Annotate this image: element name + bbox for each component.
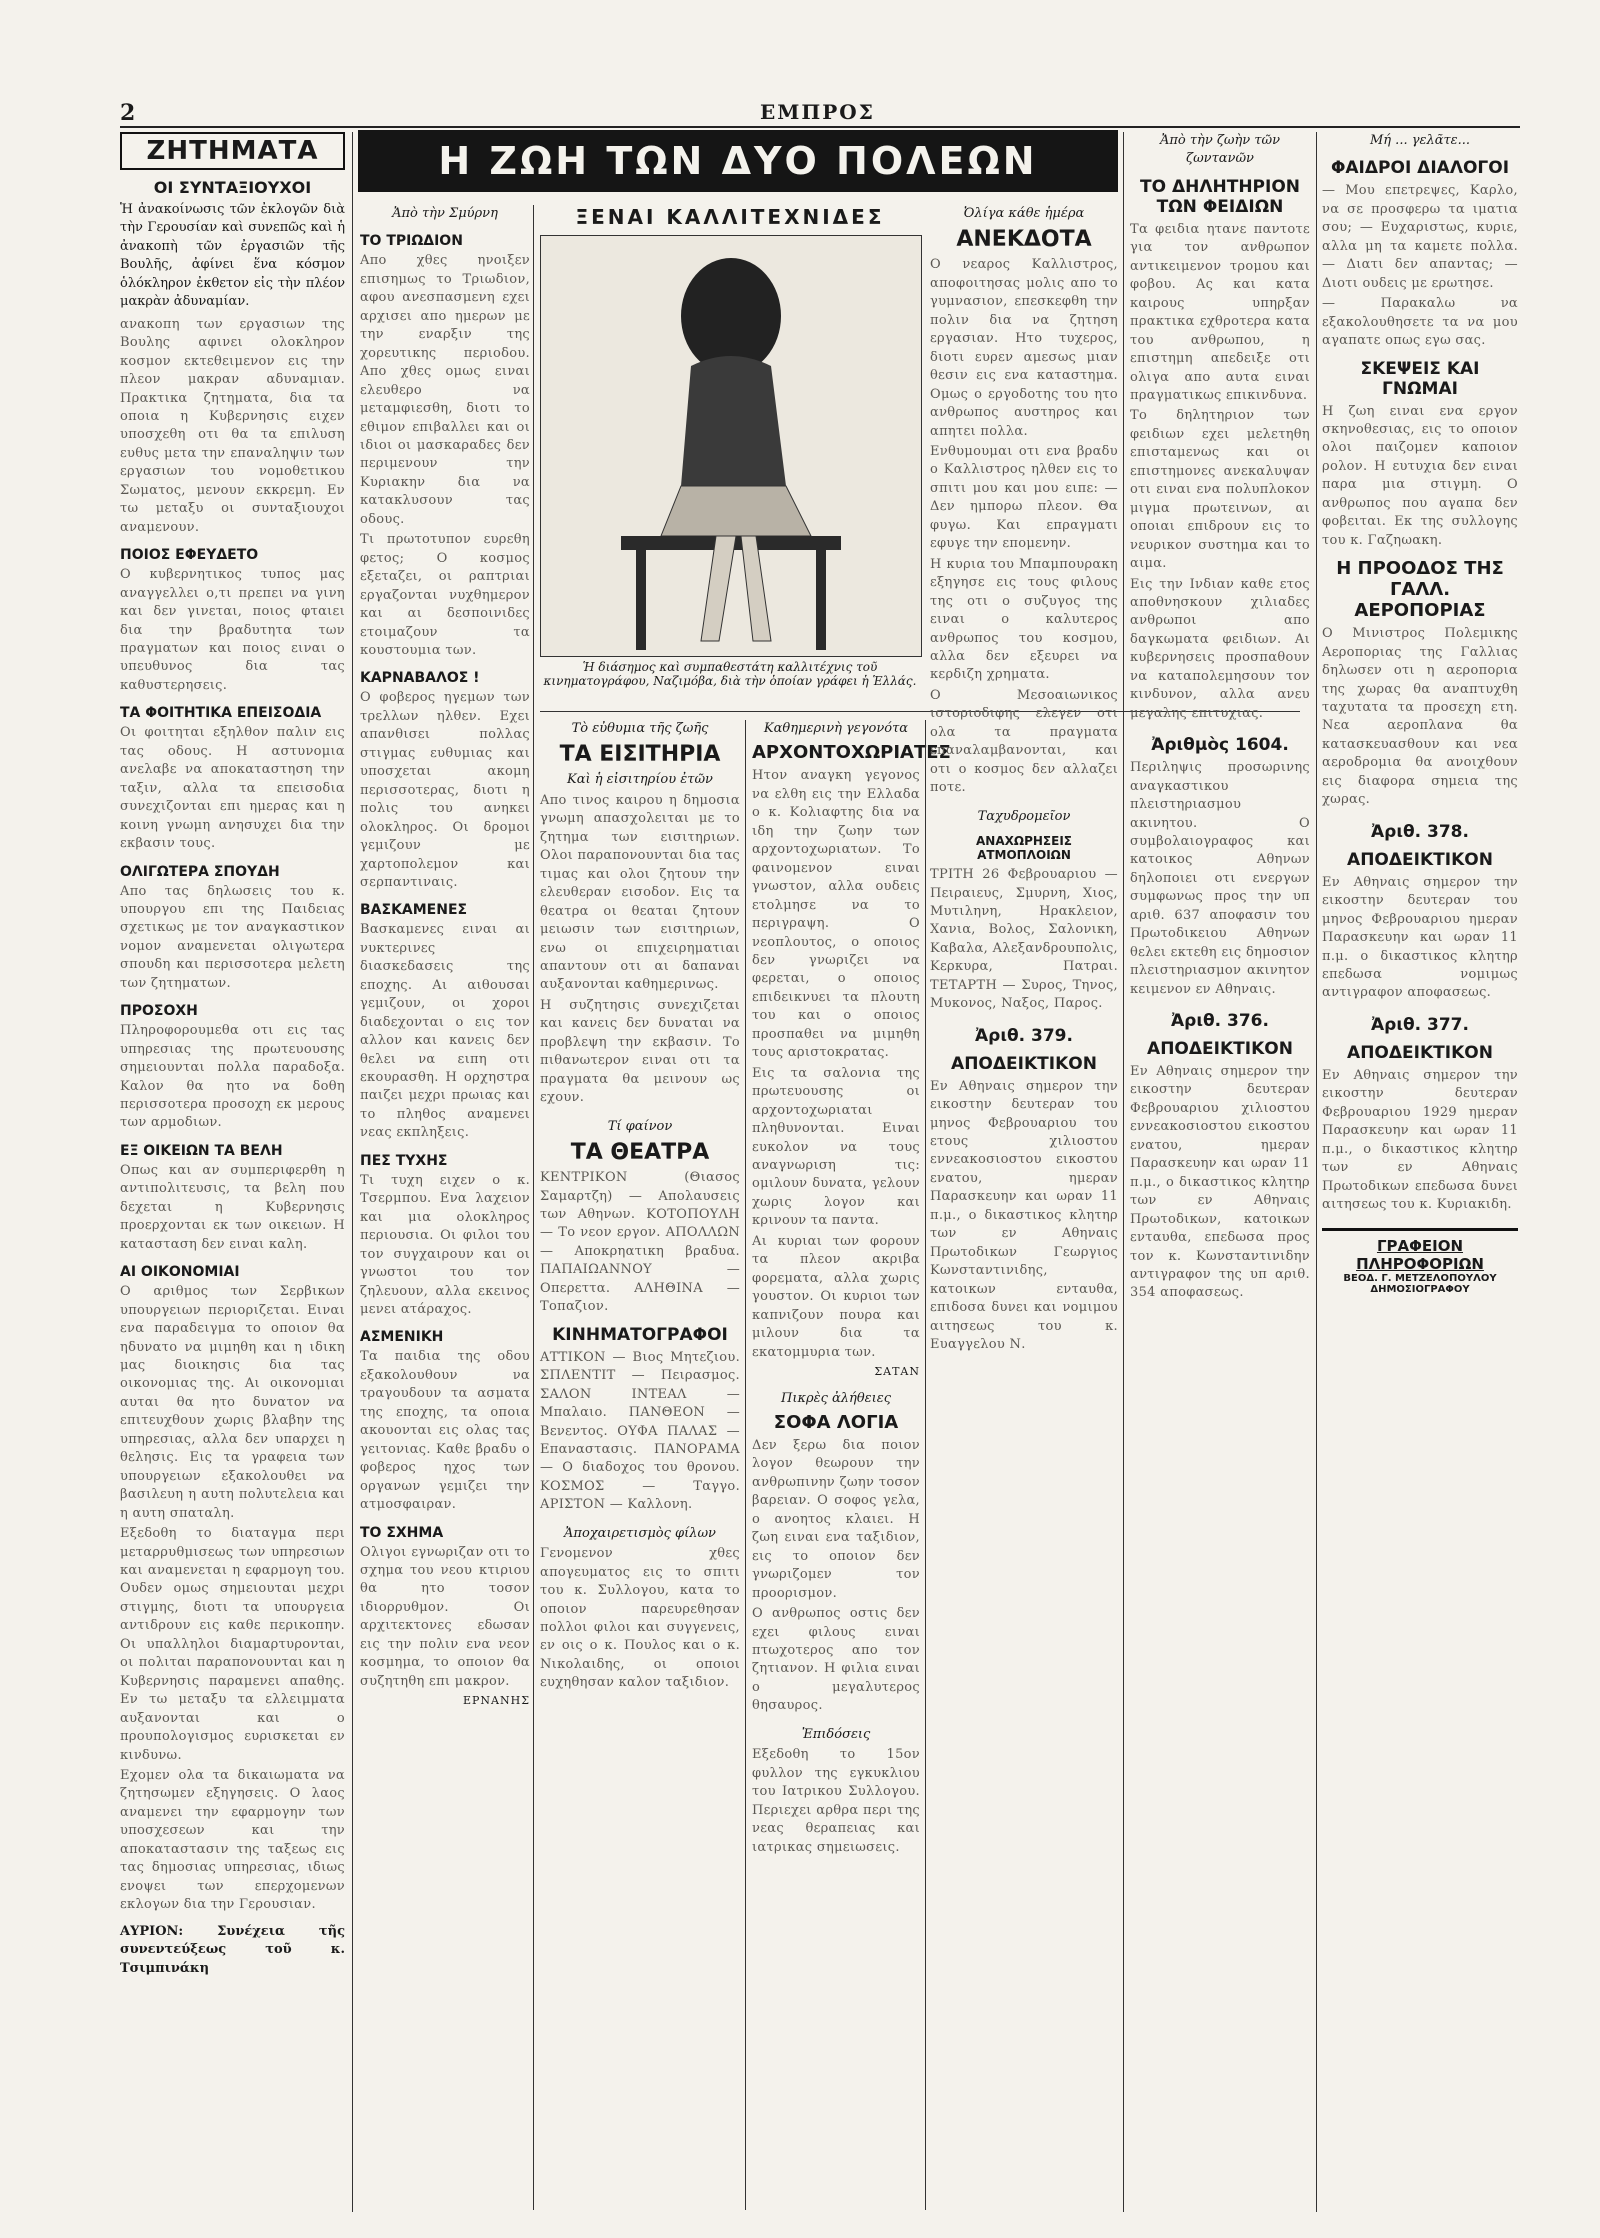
- body-filler: Πληροφορουμεθα οτι εις τας υπηρεσιας της πρωτευουσης σημειουνται πολλα παραδοξα. Καλον θα ητο να δοθη περισσοτερα προσοχη εκ μερους των αρμοδιων.: [120, 1023, 345, 1131]
- section-banner: [358, 130, 1118, 192]
- article-title: ΑΣΜΕΝΙΚΗ: [360, 1329, 444, 1346]
- body-filler: Γενομενον χθες απογευματος εις το σπιτι του κ. Συλλογου, κατα το οποιον παρευρεθησαν πολλοι φιλοι και συγγενεις, εν οις ο κ. Πουλος και ο κ. Νικολαιδης, οι οποιοι ευχηθησαν καλον ταξιδιον.: [540, 1546, 740, 1691]
- body-filler: ΑΤΤΙΚΟΝ — Βιος Μητεζιου. ΣΠΛΕΝΤΙΤ — Πειρασμος. ΣΑΛΟΝ ΙΝΤΕΑΛ — Μπαλαιο. ΠΑΝΘΕΟΝ — Βενεντος. ΟΥΦΑ ΠΑΛΑΣ — Επαναστασις. ΠΑΝΟΡΑΜΑ — Ο διαδοχος του θρονου. ΚΟΣΜΟΣ — Ταγγο. ΑΡΙΣΤΟΝ — Καλλονη.: [540, 1349, 740, 1513]
- ad-title: ΓΡΑΦΕΙΟΝ ΠΛΗΡΟΦΟΡΙΩΝ: [1356, 1237, 1484, 1274]
- article-title: ΦΑΙΔΡΟΙ ΔΙΑΛΟΓΟΙ: [1330, 158, 1510, 179]
- article-title: ΤΑ ΘΕΑΤΡΑ: [570, 1140, 710, 1166]
- page-number: 2: [120, 100, 136, 126]
- column-right2: [1322, 132, 1518, 2212]
- column-kicker: Ὀλίγα κάθε ἡμέρα: [963, 206, 1085, 221]
- body-filler: Ο φοβερος ηγεμων των τρελλων ηλθεν. Εχει απανθισει πολλας στιγμας ευθυμιας και υποσχεται ακομη περισσοτερας, διοτι η πολις του ανηκει ολοκληρος. Οι δρομοι γεμιζουν με χαρτοπολεμον και σερπαντιναις.: [360, 690, 530, 890]
- continuation-note: ΑΥΡΙΟΝ: Συνέχεια τῆς συνεντεύξεως τοῦ κ. Τσιμπινάκη: [120, 1923, 345, 1976]
- page-header: [120, 100, 1520, 128]
- column-mid2: [752, 720, 951, 2210]
- body-filler: Η συζητησις συνεχιζεται και κανεις δεν δυναται να προβλεψη την εκβασιν. Το πιθανωτερον ειναι οτι τα πραγματα θα μεινουν ως εχουν.: [540, 997, 740, 1106]
- body-filler: — Μου επετρεψες, Καρλο, να σε προσφερω τα ιματια σου; — Ευχαριστως, κυριε, αλλα μη τα καμετε πολλα. — Διατι δεν απαντας; — Διοτι ουδεις με ερωτησε.: [1322, 183, 1518, 291]
- body-filler: Βασκαμενες ειναι αι νυκτερινες διασκεδασεις της εποχης. Αι αιθουσαι γεμιζουν, οι χοροι διαδεχονται ο εις τον αλλον και κανεις δεν θελει να ειπη οτι εκουρασθη. Η ορχηστρα παιζει μεχρι πρωιας και το πληθος αναμενει νεας εκπληξεις.: [360, 922, 530, 1141]
- notice-title: ΑΠΟΔΕΙΚΤΙΚΟΝ: [1347, 1042, 1493, 1063]
- column-kicker: Πικρὲς ἀλήθειες: [781, 1390, 891, 1406]
- column-kicker: Ἀποχαιρετισμὸς φίλων: [564, 1525, 716, 1541]
- body-filler: Αι κυριαι των φορουν τα πλεον ακριβα φορεματα, αλλα χωρις γουστον. Οι κυριοι των καπνιζουν πουρα και μιλουν δια τα εκατομμυρια των.: [752, 1233, 920, 1360]
- advertisement: [1322, 1228, 1518, 1295]
- body-filler: Η κυρια του Μπαμπουρακη εξηγησε εις τους φιλους της οτι ο συζυγος της ειναι ο καλυτερος ανθρωπος του κοσμου, αλλα δεν εξευρει να κερδιζη χρηματα.: [930, 556, 1118, 683]
- feature-illustration: [540, 235, 922, 657]
- body-filler: Οπως και αν συμπεριφερθη η αντιπολιτευσις, τα βελη που δεχεται η Κυβερνησις προερχονται εκ των οικειων. Η κατασταση δεν ειναι καλη.: [120, 1162, 345, 1252]
- item-title: ΤΑ ΦΟΙΤΗΤΙΚΑ ΕΠΕΙΣΟΔΙΑ: [120, 705, 322, 722]
- body-filler: Τι πρωτοτυπον ευρεθη φετος; Ο κοσμος εξεταζει, οι ραπτριαι εργαζονται νυχθημερον και αι δεσποινιδες ετοιμαζουν τα κουστουμια των.: [360, 532, 530, 658]
- article-title: ΑΡΧΟΝΤΟΧΩΡΙΑΤΕΣ: [752, 742, 951, 764]
- body-filler: Εν Αθηναις σημερον την εικοστην δευτεραν του μηνος Φεβρουαριου του ετους χιλιοστου εννεακοσιοστου εικοστου ενατου, ημεραν Παρασκευην και ωραν 11 π.μ., ο δικαστικος κλητηρ των εν Αθηναις Πρωτοδικων Γεωργιος Κωνσταντινιδης, κατοικων ενταυθα, επιδοσα δυνει και νομιμου αιτησεως του κ. Ευαγγελου Ν.: [930, 1078, 1118, 1353]
- body-filler: Απο χθες ηνοιξεν επισημως το Τριωδιον, αφου ανεσπασμενη εχει αρχισει απο ημερων με την εναρξιν της χορευτικης περιοδου. Απο χθες ομως ειναι ελευθερο να μεταμφιεσθη, διοτι το εθιμον επιβαλλει και οι ιδιοι οι μασκαραδες δεν περιμενουν την Κυριακην δια να κατακλυσουν τας οδους.: [360, 253, 530, 527]
- body-filler: Εν Αθηναις σημερον την εικοστην δευτεραν Φεβρουαριου 1929 ημεραν Παρασκευην και ωραν 11 π.μ., ο δικαστικος κλητηρ των εν Αθηναις Πρωτοδικων επεδωσα δυνει αιτησεως του κ. Κυριακιδη.: [1322, 1067, 1518, 1213]
- body-filler: — Παρακαλω να εξακολουθησετε τα να μου αγαπατε οπως εγω σας.: [1322, 296, 1518, 349]
- body-filler: Εν Αθηναις σημερον την εικοστην δευτεραν Φεβρουαριου χιλιοστου εννεακοσιοστου εικοστου ενατου, ημεραν Παρασκευην και ωραν 11 π.μ., ο δικαστικος κλητηρ των εν Αθηναις Πρωτοδικων, κατοικων ενταυθα, επεδωσα προς τον κ. Κωνσταντινιδην αντιγραφον της υπ αριθ. 354 αποφασεως.: [1130, 1064, 1310, 1301]
- article-title: ΤΟ ΣΧΗΜΑ: [360, 1524, 444, 1541]
- author-signature: ΕΡΝΑΝΗΣ: [463, 1694, 530, 1708]
- item-title: ΠΟΙΟΣ ΕΦΕΥΔΕΤΟ: [120, 547, 259, 564]
- masthead: ΕΜΠΡΟΣ: [760, 100, 875, 124]
- feature-caption: Ἡ διάσημος καὶ συμπαθεστάτη καλλιτέχνις τοῦ κινηματογράφου, Ναζιμόβα, διὰ τὴν ὁποίαν γράφει ἡ Ἑλλάς.: [543, 660, 917, 688]
- body-filler: Εξεδοθη το διαταγμα περι μεταρρυθμισεως των υπηρεσιων και αναμενεται η εφαρμογη του. Ουδεν ομως σημειουται μεχρι στιγμης, διοτι τα υπουργεια αντιδρουν εις καθε περικοπην. Οι υπαλληλοι διαμαρτυρονται, οι πολιται παραπονουνται και η Κυβερνησις παραμενει απαθης. Εν τω μεταξυ τα ελλειμματα αυξανονται και ο προυπολογισμος ευρισκεται εν κινδυνω.: [120, 1526, 345, 1763]
- article-title: ΤΟ ΔΗΛΗΤΗΡΙΟΝ ΤΩΝ ΦΕΙΔΙΩΝ: [1139, 176, 1301, 217]
- column-mid: [540, 720, 740, 2210]
- body-filler: ΤΡΙΤΗ 26 Φεβρουαριου — Πειραιευς, Σμυρνη, Χιος, Μυτιληνη, Ηρακλειον, Χανια, Βολος, Σαλονικη, Καβαλα, Αλεξανδρουπολις, Κερκυρα, Πατραι. ΤΕΤΑΡΤΗ — Συρος, Τηνος, Μυκονος, Ναξος, Παρος.: [930, 867, 1118, 1012]
- notice-title: ΑΠΟΔΕΙΚΤΙΚΟΝ: [1347, 849, 1493, 870]
- column-kicker: Ἀπὸ τὴν Σμύρνη: [392, 206, 498, 221]
- body-filler: Ο Μινιστρος Πολεμικης Αεροποριας της Γαλλιας δηλωσεν οτι η αεροπορια της χωρας θα αναπτυχθη ταχυτατα τα προσεχη ετη. Νεα αεροπλανα θα κατασκευασθουν και νεα αεροδρομια θα ανοιχθουν εις διαφορα σημεια της χωρας.: [1322, 626, 1518, 808]
- body-filler: Τα φειδια ητανε παντοτε για τον ανθρωπον αντικειμενον τρομου και φοβου. Ας και κατα καιρους υπηρξαν πρακτικα εχθροτερα κατα του ανθρωπου, η επιστημη απεδειξε οτι ολιγα απο αυτα ειναι πραγματικως επικινδυνα.: [1130, 221, 1310, 403]
- body-filler: Ο Μεσοαιωνικος ιστοριοδιφης ελεγεν οτι ολα τα πραγματα επαναλαμβανονται, και οτι ο κοσμος δεν αλλαζει ποτε.: [930, 687, 1118, 796]
- column-kicker: Τί φαίνον: [607, 1118, 673, 1134]
- article-title: Η ΠΡΟΟΔΟΣ ΤΗΣ ΓΑΛΛ. ΑΕΡΟΠΟΡΙΑΣ: [1336, 558, 1504, 622]
- body-filler: Το δηλητηριον των φειδιων εχει μελετηθη επισταμενως και οι επιστημονες ανεκαλυψαν οτι ειναι ενα πολυπλοκον μιγμα πρωτεινων, αι οποιαι επιδρουν εις το νευρικον συστημα και το αιμα.: [1130, 408, 1310, 572]
- body-filler: Ο κυβερνητικος τυπος μας αναγγελλει ο,τι πρεπει να γινη και δεν γινεται, ποιος φταιει δια την βραδυτητα των πραγματων και ποιος ειναι ο υπευθυνος δια τας καθυστερησεις.: [120, 567, 345, 693]
- item-title: ΠΡΟΣΟΧΗ: [120, 1003, 198, 1020]
- banner-title: Η ΖΩΗ ΤΩΝ ΔΥΟ ΠΟΛΕΩΝ: [438, 139, 1038, 183]
- column-kicker: Ταχυδρομεῖον: [977, 808, 1071, 824]
- item-title: ΕΞ ΟΙΚΕΙΩΝ ΤΑ ΒΕΛΗ: [120, 1142, 283, 1159]
- body-filler: Η ζωη ειναι ενα εργον σκηνοθεσιας, εις το οποιον ολοι παιζομεν καποιον ρολον. Η ευτυχια δεν ειναι παρα μια στιγμη. Ο ανθρωπος που αγαπα δεν φοβειται. Εκ της συλλογης του κ. Γαζηωακη.: [1322, 403, 1518, 548]
- ad-subtitle: ΒΕΟΔ. Γ. ΜΕΤΖΕΛΟΠΟΥΛΟΥ ΔΗΜΟΣΙΟΓΡΑΦΟΥ: [1343, 1273, 1497, 1296]
- body-filler: Εν Αθηναις σημερον την εικοστην δευτεραν του μηνος Φεβρουαριου ημεραν Παρασκευην και ωραν 11 π.μ. ο δικαστικος κλητηρ επεδωσα νομιμως αντιγραφον αποφασεως.: [1322, 874, 1518, 1001]
- notice-number: Ἀριθ. 379.: [975, 1025, 1073, 1046]
- article-title: ΚΑΡΝΑΒΑΛΟΣ !: [360, 670, 480, 687]
- body-filler: Ολιγοι εγνωριζαν οτι το σχημα του νεου κτιριου θα ητο τοσον ιδιορρυθμον. Οι αρχιτεκτονες εδωσαν εις την πολιν ενα νεον κοσμημα, το οποιον θα συζητηθη επι μακρον.: [360, 1544, 530, 1689]
- body-filler: Ο νεαρος Καλλιστρος, αποφοιτησας μολις απο το γυμνασιον, επεσκεφθη την πολιν δια να ζητηση εργασιαν. Ητο τυχερος, διοτι ευρεν αμεσως μιαν θεσιν εις ενα καταστημα. Ομως ο εργοδοτης του ητο ανθρωπος αυστηρος και απητει πολλα.: [930, 257, 1118, 439]
- column-city: [360, 205, 530, 2210]
- notice-number: Ἀριθμὸς 1604.: [1151, 735, 1289, 756]
- column-anecdotes: [930, 205, 1118, 2210]
- body-filler: Τι τυχη ειχεν ο κ. Τσερμπου. Ενα λαχειον και μια ολοκληρος περιουσια. Οι φιλοι του τον συγχαιρουν και οι γνωστοι του τον ζηλευουν, αλλα εκεινος μενει ατάραχος.: [360, 1172, 530, 1318]
- column-kicker: Ἀπὸ τὴν ζωὴν τῶν ζωντανῶν: [1159, 133, 1281, 167]
- article-title: ΣΟΦΑ ΛΟΓΙΑ: [773, 1412, 899, 1434]
- item-title: ΟΛΙΓΩΤΕΡΑ ΣΠΟΥΔΗ: [120, 863, 280, 880]
- column-kicker: Ἐπιδόσεις: [801, 1726, 871, 1742]
- column-rule: [1123, 132, 1124, 2212]
- column-left: [120, 132, 345, 2212]
- body-filler: ανακοπη των εργασιων της Βουλης αφινει ολοκληρον κοσμον εκτεθειμενον εις την πλεον μακραν αδυναμιαν. Πρακτικα ζητηματα, δια τα οποια η Κυβερνησις ειχεν υποσχεθη οτι θα τα επιλυση ευθυς μετα την επαναληψιν των εργασιων του νομοθετικου Σωματος, μενουν εκκρεμη. Εν τω μεταξυ οι συνταξιουχοι αναμενουν.: [120, 316, 345, 535]
- article-title: ΠΕΣ ΤΥΧΗΣ: [360, 1152, 448, 1169]
- section-title: ΖΗΤΗΜΑΤΑ: [120, 132, 345, 170]
- feature-title: ΞΕΝΑΙ ΚΑΛΛΙΤΕΧΝΙΔΕΣ: [575, 205, 885, 229]
- notice-number: Ἀριθ. 378.: [1371, 821, 1469, 842]
- article-title: ΤΟ ΤΡΙΩΔΙΟΝ: [360, 233, 463, 250]
- body-filler: ΚΕΝΤΡΙΚΟΝ (Θιασος Σαμαρτζη) — Απολαυσεις των Αθηνων. ΚΟΤΟΠΟΥΛΗ — Το νεον εργον. ΑΠΟΛΛΩΝ — Αποκρηατικη βραδυα. ΠΑΠΑΙΩΑΝΝΟΥ — Οπερεττα. ΑΛΗΘΙΝΑ — Τοπαζιον.: [540, 1170, 740, 1315]
- notice-number: Ἀριθ. 377.: [1371, 1014, 1469, 1035]
- article-title: ΒΑΣΚΑΜΕΝΕΣ: [360, 902, 468, 919]
- notice-title: ΑΠΟΔΕΙΚΤΙΚΟΝ: [951, 1053, 1097, 1074]
- body-filler: Απο τας δηλωσεις του κ. υπουργου επι της Παιδειας σχετικως με τον αναγκαστικον νομον αναμενεται ολιγωτερα σπουδη και περισσοτερα μελετη των ζητηματων.: [120, 883, 345, 991]
- column-kicker: Μή ... γελᾶτε...: [1369, 133, 1471, 148]
- column-rule: [533, 205, 534, 2210]
- article-title: ΑΝΕΚΔΟΤΑ: [956, 227, 1092, 253]
- body-filler: Εις την Ινδιαν καθε ετος αποθνησκουν χιλιαδες ανθρωποι απο δαγκωματα φειδιων. Αι κυβερνησεις προσπαθουν να καταπολεμησουν τον κινδυνον, αλλα ανευ μεγαλης επιτυχιας.: [1130, 576, 1310, 721]
- subsection-title: ΚΙΝΗΜΑΤΟΓΡΑΦΟΙ: [552, 1324, 728, 1345]
- body-filler: Δεν ξερω δια ποιον λογον θεωρουν την ανθρωπινην ζωην τοσον βαρειαν. Ο σοφος γελα, ο ανοητος κλαιει. Η ζωη ειναι ενα ταξιδιον, εις το οποιον δεν γνωριζομεν τον προορισμον.: [752, 1438, 920, 1601]
- column-kicker: Τὸ εὐθυμια τῆς ζωῆς: [571, 721, 709, 736]
- body-filler: Ενθυμουμαι οτι ενα βραδυ ο Καλλιστρος ηλθεν εις το σπιτι μου και μου ειπε: — Δεν ημπορω πλεον. Θα φυγω. Και επραγματι εφυγε την επομενην.: [930, 443, 1118, 552]
- body-filler: Ο αριθμος των Σερβικων υπουργειων περιοριζεται. Ειναι ενα παραδειγμα το οποιον θα ηδυνατο να μιμηθη και η ιδικη μας διοικησις δια τας οικονομιας της. Αι οικονομιαι αυται θα ητο δυνατον να επιτευχθουν χωρις βλαβην της υπηρεσιας, αλλα δεν υπαρχει η θελησις. Εις τα γραφεια των υπουργειων εξακολουθει να βασιλευη η αυτη πολυτελεια και η αυτη σπαταλη.: [120, 1284, 345, 1521]
- body-filler: Ητον αναγκη γεγονος να ελθη εις την Ελλαδα ο κ. Κολιαφτης δια να ιδη την ζωην των αρχοντοχωριατων. Το φαινομενον ειναι γνωστον, αλλα ουδεις ετολμησε να το περιγραψη. Ο νεοπλουτος, ο οποιος δεν γνωριζει να φερεται, ο οποιος επιδεικνυει τα πλουτη του και ο οποιος προσπαθει να μιμηθη τους αριστοκρατας.: [752, 768, 920, 1061]
- body-filler: Εχομεν ολα τα δικαιωματα να ζητησωμεν εξηγησεις. Ο λαος αναμενει την εφαρμογην των υποσχεσεων και την αποκαταστασιν της ταξεως εις τας δημοσιας υπηρεσιας, ιδιως ενοψει των επερχομενων εκλογων δια την Γερουσιαν.: [120, 1767, 345, 1913]
- column-kicker: Καθημερινὴ γεγονότα: [763, 721, 909, 736]
- body-filler: Τα παιδια της οδου εξακολουθουν να τραγουδουν τα ασματα της εποχης, τα οποια ακουονται εις ολας τας γειτονιας. Καθε βραδυ ο φοβερος ηχος των οργανων γεμιζει την ατμοσφαιραν.: [360, 1349, 530, 1513]
- article-title: ΟΙ ΣΥΝΤΑΞΙΟΥΧΟΙ: [153, 178, 312, 197]
- body-filler: Περιληψις προσωρινης αναγκαστικου πλειστηριασμου ακινητου. Ο συμβολαιογραφος και κατοικος Αθηνων δηλοποιει οτι ενεργων συμφωνως προς την υπ αριθ. 637 αποφασιν του Πρωτοδικειου Αθηνων θελει εκτεθη εις δημοσιον πλειστηριασμον ακινητον κειμενον εν Αθηναις.: [1130, 760, 1310, 997]
- body-filler: Απο τινος καιρου η δημοσια γνωμη απασχολειται με το ζητημα των εισιτηριων. Ολοι παραπονουνται δια τας τιμας και ολοι ζητουν την ελευθεραν εισοδον. Εις τα θεατρα οι θεαται ζητουν μειωσιν των εισιτηριων, ενω οι επιχειρηματιαι απαντουν οτι αι δαπαναι αυξανονται καθημερινως.: [540, 792, 740, 993]
- notice-number: Ἀριθ. 376.: [1171, 1011, 1269, 1032]
- notice-title: ΑΠΟΔΕΙΚΤΙΚΟΝ: [1147, 1039, 1293, 1060]
- body-filler: Εις τα σαλονια της πρωτευουσης οι αρχοντοχωριαται πληθυνονται. Ειναι ευκολον να τους αναγνωριση τις: ομιλουν δυνατα, γελουν χωρις λογον και κρινουν τα παντα.: [752, 1065, 920, 1229]
- body-filler: Ο ανθρωπος οστις δεν εχει φιλους ειναι πτωχοτερος απο τον ζητιανον. Η φιλια ειναι ο μεγαλυτερος θησαυρος.: [752, 1606, 920, 1714]
- subsection-title: ΑΝΑΧΩΡΗΣΕΙΣ ΑΤΜΟΠΛΟΙΩΝ: [976, 834, 1072, 863]
- illustration-image: [541, 236, 921, 656]
- column-right1: [1130, 132, 1310, 2212]
- body-filler: Εξεδοθη το 15ον φυλλον της εγκυκλιου του Ιατρικου Συλλογου. Περιεχει αρθρα περι της νεας θεραπειας και ιατρικας σημειωσεις.: [752, 1747, 920, 1855]
- column-rule: [1316, 132, 1317, 2212]
- body-filler: Οι φοιτηται εξηλθον παλιν εις τας οδους. Η αστυνομια ανελαβε να αποκαταστηση την ταξιν, αλλα τα επεισοδια συνεχιζονται επι ημερας και η κοινη γνωμη ανησυχει δια την εκβασιν τους.: [120, 725, 345, 852]
- column-rule: [352, 132, 353, 2212]
- feature-header: [540, 205, 920, 229]
- column-rule: [925, 720, 926, 2210]
- article-title: ΣΚΕΨΕΙΣ ΚΑΙ ΓΝΩΜΑΙ: [1360, 358, 1480, 399]
- article-title: ΤΑ ΕΙΣΙΤΗΡΙΑ: [559, 742, 721, 768]
- column-rule: [745, 720, 746, 2210]
- article-subtitle: Καὶ ἡ εἰσιτηρίου ἐτῶν: [567, 772, 713, 788]
- item-title: ΑΙ ΟΙΚΟΝΟΜΙΑΙ: [120, 1264, 240, 1281]
- author-signature: ΣΑΤΑΝ: [874, 1364, 920, 1378]
- article-text: Ἡ ἀνακοίνωσις τῶν ἐκλογῶν διὰ τὴν Γερουσίαν καὶ συνεπῶς καὶ ἡ ἀνακοπὴ τῶν ἐργασιῶν τῆς Βουλῆς, ἀφίνει ἕνα κόσμον ὁλόκληρον ἐκθετον εἰς τὴν πλέον μακρὰν ἀδυναμίαν.: [120, 202, 345, 310]
